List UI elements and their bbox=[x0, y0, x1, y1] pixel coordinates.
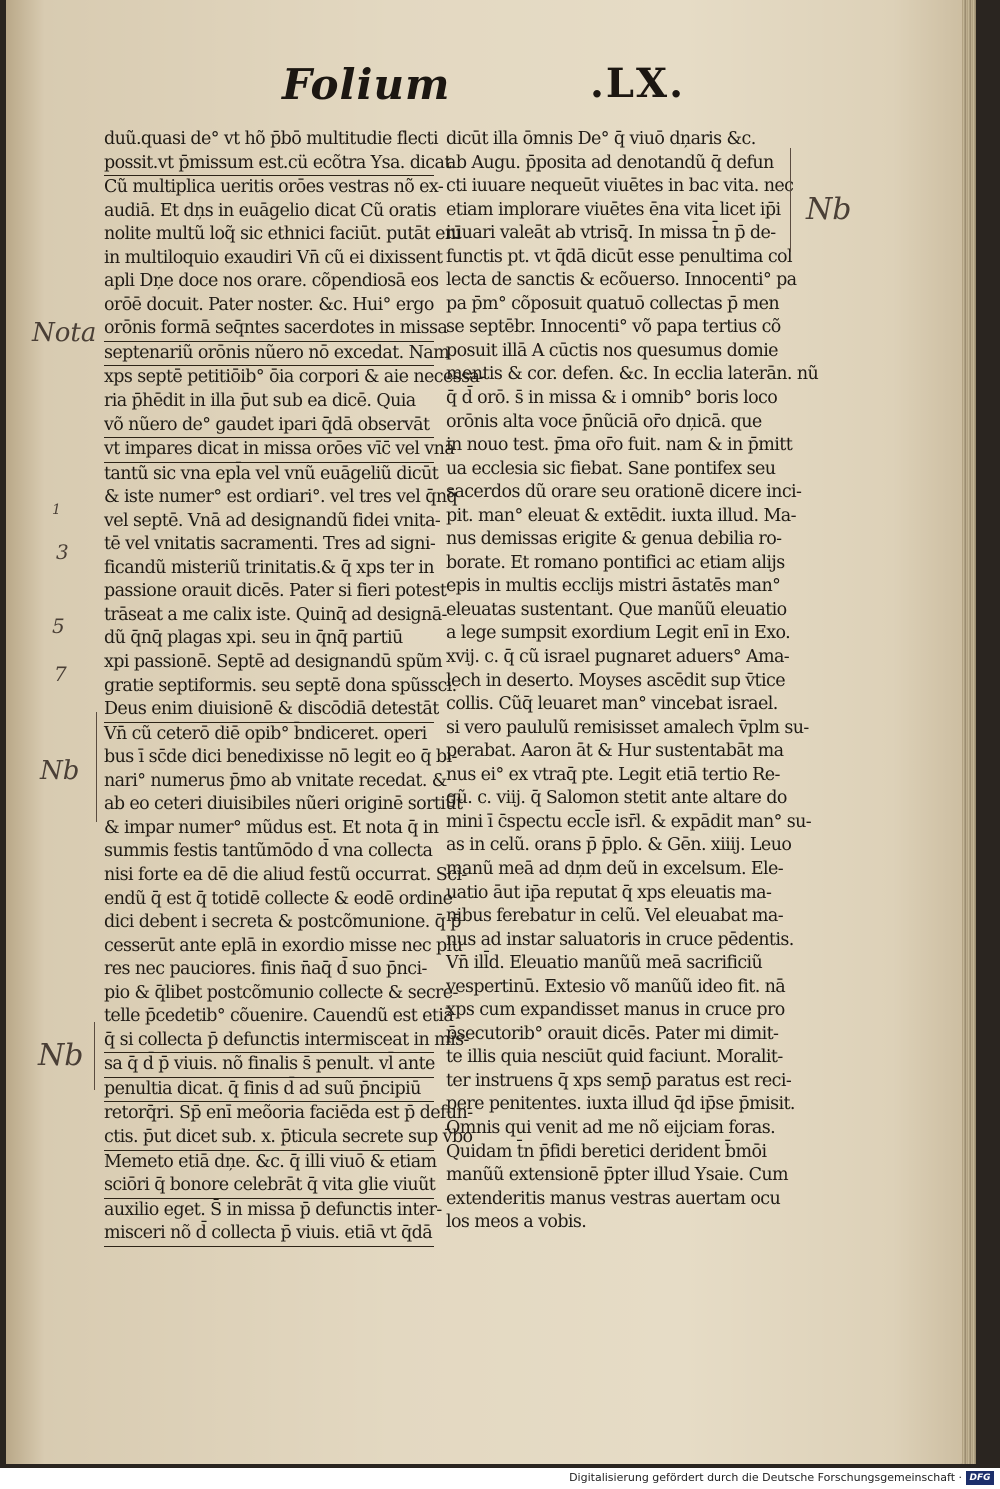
text-line: Omnis qui venit ad me nõ eijciam foras. bbox=[446, 1117, 776, 1138]
text-line: ter instruens q̄ xps semp̄ paratus est reci- bbox=[446, 1070, 792, 1091]
text-line: ua ecclesia sic fiebat. Sane pontifex seu bbox=[446, 458, 776, 479]
left-text-column bbox=[104, 128, 485, 1247]
text-line: Cũ multiplica ueritis orōes vestras nõ ex- bbox=[104, 177, 444, 198]
text-line: xvij. c. q̄ cũ israel pugnaret aduers° Ama- bbox=[446, 647, 790, 668]
text-line: xps septē petitiōib° ōia corpori & aie necessa- bbox=[104, 367, 485, 388]
text-line: gratie septiformis. seu septē dona spũssci. bbox=[104, 675, 457, 696]
text-line: nari° numerus p̄mo ab vnitate recedat. & bbox=[104, 770, 447, 791]
text-line: ab eo ceteri diuisibiles nũeri originē sortiūt bbox=[104, 794, 463, 815]
text-line: nolite multũ loq̃ sic ethnici faciūt. putāt enī bbox=[104, 224, 461, 245]
text-line: auxilio eget. S̄ in missa p̄ defunctis inter- bbox=[104, 1199, 442, 1220]
text-line: tantũ sic vna epl̄a vel vnũ euāgeliũ dicūt bbox=[104, 463, 439, 484]
text-line: ficandũ misteriũ trinitatis.& q̄ xps ter in bbox=[104, 557, 434, 578]
text-line: te illis quia nesciūt quid faciunt. Moralit- bbox=[446, 1047, 783, 1068]
text-line: pere penitentes. iuxta illud q̄d ip̄se p̄misit. bbox=[446, 1094, 795, 1115]
text-line: bus ī sc̄de dici benedixisse nō legit eo q̄ bi- bbox=[104, 747, 457, 768]
page-heading: Folium bbox=[282, 60, 451, 109]
text-line: Deus enim diuisionē & discōdiā detestāt bbox=[104, 698, 434, 723]
text-line: retorq̄ri. Sp̄ enī meõoria faciēda est p̄ defun- bbox=[104, 1103, 473, 1124]
text-line: Vn̄ ill̄d. Eleuatio manũũ meā sacrificiũ bbox=[446, 953, 763, 974]
text-line: lecta de sanctis & ecõuerso. Innocenti° pa bbox=[446, 270, 797, 291]
footer-bar bbox=[0, 1468, 1000, 1489]
footer-credit: Digitalisierung gefördert durch die Deutsche Forschungsgemeinschaft · bbox=[569, 1471, 962, 1484]
text-line: orōē docuit. Pater noster. &c. Hui° ergo bbox=[104, 294, 434, 315]
text-line: epis in multis ecclijs mistri āstatēs man° bbox=[446, 576, 781, 597]
text-line: etiam implorare viuētes ēna vita licet ip̄i bbox=[446, 199, 781, 220]
text-line: as in celũ. orans p̄ p̄plo. & Gēn. xiiij. Leuo bbox=[446, 835, 792, 856]
text-line: possit.vt p̄missum est.cü ecõtra Ysa. dicat. bbox=[104, 152, 434, 177]
text-line: nus ad instar saluatoris in cruce pēdentis. bbox=[446, 929, 794, 950]
text-line: Vn̄ cũ ceterō diē opib° b̄ndiceret. operi bbox=[104, 723, 427, 744]
text-line: vespertinū. Extesio võ manũũ ideo fit. nā bbox=[446, 976, 786, 997]
text-line: dũ q̄nq̄ plagas xpi. seu in q̄nq̄ partiū bbox=[104, 628, 403, 649]
text-line: sciōri q̄ bonore celebrāt q̄ vita glie viuũt bbox=[104, 1174, 434, 1199]
margin-note-nb-left-2: Nb bbox=[38, 1038, 84, 1073]
text-line: los meos a vobis. bbox=[446, 1212, 587, 1233]
text-line: audiā. Et dņs in euāgelio dicat Cũ oratis bbox=[104, 200, 436, 221]
text-line: tē vel vnitatis sacramenti. Tres ad signi- bbox=[104, 534, 436, 555]
text-line: cesserūt ante eplā in exordio misse nec plu bbox=[104, 935, 463, 956]
text-line: xps cum expandisset manus in cruce pro bbox=[446, 1000, 785, 1021]
margin-bracket-left-2 bbox=[94, 1022, 95, 1090]
text-line: eleuatas sustentant. Que manũũ eleuatio bbox=[446, 599, 787, 620]
margin-bracket-right bbox=[790, 148, 791, 252]
text-line: nus ei° ex vtraq̄ pte. Legit etiā tertio Re- bbox=[446, 764, 780, 785]
text-line: q̄ si collecta p̄ defunctis intermisceat in mis- bbox=[104, 1029, 434, 1054]
text-line: apli Dņe doce nos orare. cõpendiosā eos bbox=[104, 271, 439, 292]
text-line: orōnis alta voce p̄nũciā or̄o dņicā. que bbox=[446, 411, 762, 432]
text-line: sacerdos dũ orare seu orationē dicere inci- bbox=[446, 482, 802, 503]
text-line: q̄ d̄ orō. s̄ in missa & i omnib° boris loco bbox=[446, 388, 778, 409]
text-line: pio & q̄libet postcõmunio collecte & secre- bbox=[104, 982, 458, 1003]
page-edges bbox=[962, 0, 976, 1464]
text-line: extenderitis manus vestras auertam ocu bbox=[446, 1188, 781, 1209]
dfg-logo: DFG bbox=[966, 1471, 994, 1485]
text-line: mini ī c̄spectu eccl̄e isr̄l. & expādit man° su- bbox=[446, 811, 812, 832]
text-line: res nec pauciores. finis n̄aq̄ d̄ suo p̄nci- bbox=[104, 959, 427, 980]
text-line: lech in deserto. Moyses ascēdit sup v̄tice bbox=[446, 670, 785, 691]
text-line: borate. Et romano pontifici ac etiam alijs bbox=[446, 552, 785, 573]
text-line: endũ q̄ est q̄ totidē collecte & eodē ordine bbox=[104, 888, 453, 909]
text-line: duũ.quasi de° vt hõ p̄bō multitudie flecti bbox=[104, 129, 438, 149]
right-text-column bbox=[446, 128, 819, 1235]
text-line: & iste numer° est ordiari°. vel tres vel q̄nq̄ bbox=[104, 487, 458, 508]
text-line: vt impares dicat in missa orōes vīc̄ vel vnā bbox=[104, 438, 434, 463]
text-line: ria p̄hēdit in illa p̄ut sub ea dicē. Quia bbox=[104, 391, 416, 412]
text-line: in nouo test. p̄ma or̄o fuit. nam & in p̄mitt bbox=[446, 435, 793, 456]
text-line: gũ. c. viij. q̄ Salomon stetit ante altare do bbox=[446, 788, 787, 809]
text-line: se septēbr. Innocenti° võ papa tertius cõ bbox=[446, 317, 781, 338]
text-line: perabat. Aaron āt & Hur sustentabāt ma bbox=[446, 741, 784, 762]
text-line: cti iuuare nequeūt viuētes in bac vita. nec bbox=[446, 176, 794, 197]
text-line: & impar numer° mũdus est. Et nota q̄ in bbox=[104, 817, 439, 838]
margin-note-3: 3 bbox=[56, 540, 69, 564]
text-line: manũũ extensionē p̄pter illud Ysaie. Cum bbox=[446, 1165, 789, 1186]
text-line: mentis & cor. defen. &c. In ecclia laterān. nũ bbox=[446, 364, 819, 385]
text-line: uatio āut ip̄a reputat q̄ xps eleuatis ma- bbox=[446, 882, 772, 903]
text-line: in multiloquio exaudiri Vn̄ cũ ei dixissent bbox=[104, 247, 443, 268]
text-line: ctis. p̄ut dicet sub. x. p̄ticula secrete sup v̄bo bbox=[104, 1126, 434, 1151]
margin-note-5: 5 bbox=[52, 614, 65, 638]
text-line: Quidam t̄n p̄fidi beretici derident b̄mōi bbox=[446, 1141, 767, 1162]
margin-note-nb-right: Nb bbox=[806, 192, 852, 227]
text-line: sa q̄ d̄ p̄ viuis. nõ finalis s̄ penult. vl̄ ante bbox=[104, 1053, 434, 1078]
text-line: dicūt illa ōmnis De° q̄ viuō dņaris &c. bbox=[446, 129, 756, 149]
text-line: misceri nõ d̄ collecta p̄ viuis. etiā vt q̄dā bbox=[104, 1222, 434, 1247]
text-line: nisi forte ea dē die aliud festũ occurrat. Sci- bbox=[104, 864, 467, 885]
margin-note-nota: Nota bbox=[32, 318, 97, 348]
margin-note-7: 7 bbox=[54, 662, 67, 686]
text-line: penultia dicat. q̄ finis d̄ ad suũ p̄ncipiū bbox=[104, 1078, 434, 1103]
text-line: pa p̄m° cõposuit quatuō collectas p̄ men bbox=[446, 293, 780, 314]
text-line: vel septē. Vnā ad designandũ fidei vnita- bbox=[104, 510, 441, 531]
text-line: ab Augu. p̄posita ad denotandũ q̄ defun bbox=[446, 152, 774, 173]
text-line: pit. man° eleuat & extēdit. iuxta illud. Ma- bbox=[446, 505, 796, 526]
text-line: võ nũero de° gaudet ipari q̄̄dā observāt bbox=[104, 414, 434, 439]
text-line: functis pt. vt q̄dā dicūt esse penultima col bbox=[446, 246, 792, 267]
text-line: Memeto etiā dņe. &c. q̄ illi viuō & etiam bbox=[104, 1151, 437, 1172]
text-line: manũ meā ad dņm deũ in excelsum. Ele- bbox=[446, 858, 784, 879]
text-line: si vero paululũ remisisset amalech v̄plm su- bbox=[446, 717, 809, 738]
text-line: trāseat a me calix iste. Quinq̄ ad designā- bbox=[104, 604, 447, 625]
folio-number: .LX. bbox=[590, 60, 686, 107]
text-line: dici debent i secreta & postcõmunione. q̄ p̄ bbox=[104, 912, 461, 933]
text-line: posuit illā A cūctis nos quesumus domie bbox=[446, 340, 778, 361]
text-line: nus demissas erigite & genua debilia ro- bbox=[446, 529, 782, 550]
margin-bracket-left-1 bbox=[96, 712, 97, 822]
text-line: orōnis formā seq̄ntes sacerdotes in missa bbox=[104, 317, 434, 342]
text-line: collis. Cũq̄ leuaret man° vincebat israel. bbox=[446, 694, 778, 715]
text-line: a lege sumpsit exordium Legit enī in Exo. bbox=[446, 623, 791, 644]
text-line: septenariũ orōnis nũero nō excedat. Nam bbox=[104, 342, 434, 367]
text-line: telle p̄cedetib° cõuenire. Cauendũ est etiā bbox=[104, 1006, 454, 1027]
margin-note-1: 1 bbox=[52, 502, 61, 518]
margin-note-nb-left-1: Nb bbox=[40, 756, 80, 786]
text-line: passione orauit dicēs. Pater si fieri potest bbox=[104, 581, 447, 602]
text-line: nibus ferebatur in celũ. Vel eleuabat ma- bbox=[446, 906, 784, 927]
text-line: xpi passionē. Septē ad designandū spũm bbox=[104, 652, 443, 673]
text-line: iuuari valeāt ab vtrisq̄. In missa t̄n p̄ de- bbox=[446, 223, 776, 244]
text-line: summis festis tantũmōdo d̄ vna collecta bbox=[104, 841, 433, 862]
text-line: p̄secutorib° orauit dicēs. Pater mi dimit- bbox=[446, 1023, 779, 1044]
